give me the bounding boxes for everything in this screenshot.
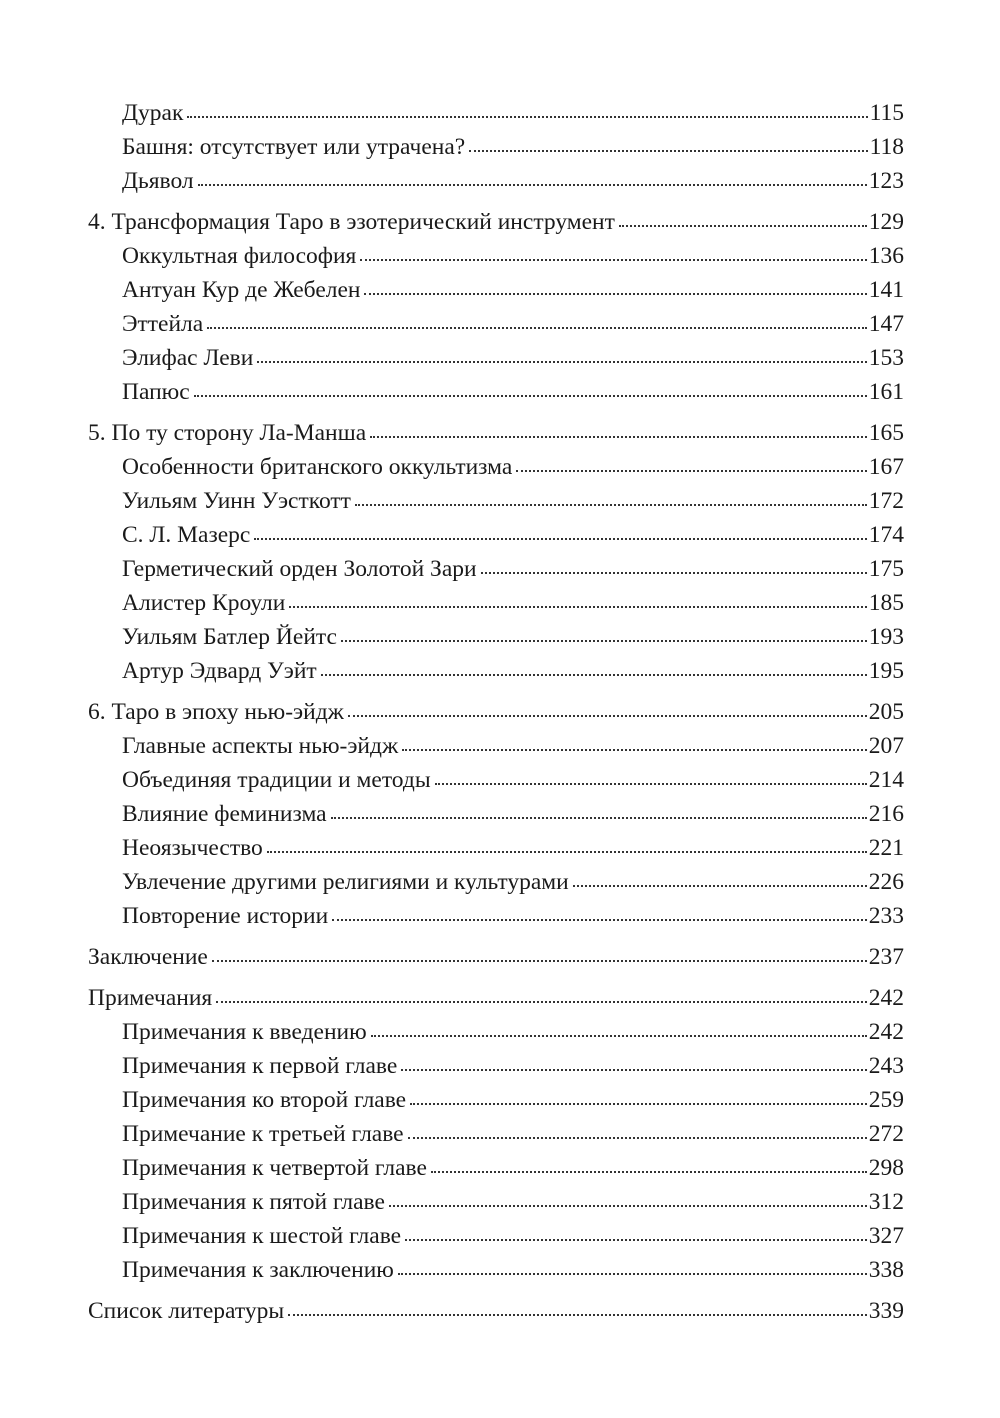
dot-leader xyxy=(371,1034,867,1037)
dot-leader xyxy=(405,1238,867,1241)
toc-page-number: 167 xyxy=(868,454,904,480)
toc-section-entry xyxy=(88,831,904,865)
toc-section-entry xyxy=(88,518,904,552)
dot-leader xyxy=(408,1136,867,1139)
toc-entry-title: Папюс xyxy=(122,379,190,405)
toc-section-entry xyxy=(88,729,904,763)
toc-page-number: 147 xyxy=(868,311,904,337)
dot-leader xyxy=(360,258,866,261)
toc-entry-title: Примечания к первой главе xyxy=(122,1053,398,1079)
toc-section-entry xyxy=(88,586,904,620)
toc-page-number: 339 xyxy=(868,1298,904,1324)
toc-page-number: 118 xyxy=(869,134,904,160)
toc-section-entry xyxy=(88,273,904,307)
dot-leader xyxy=(348,714,867,717)
toc-page-number: 153 xyxy=(868,345,904,371)
toc-page-number: 312 xyxy=(868,1189,904,1215)
toc-page-number: 327 xyxy=(868,1223,904,1249)
toc-entry-title: Примечания ко второй главе xyxy=(122,1087,407,1113)
dot-leader xyxy=(216,1000,867,1003)
dot-leader xyxy=(267,850,867,853)
toc-page-number: 242 xyxy=(868,1019,904,1045)
toc-section-entry xyxy=(88,1219,904,1253)
toc-page-number: 161 xyxy=(868,379,904,405)
toc-page-number: 175 xyxy=(868,556,904,582)
toc-page-number: 298 xyxy=(868,1155,904,1181)
toc-section-entry xyxy=(88,375,904,409)
toc-section-entry xyxy=(88,763,904,797)
toc-section-entry xyxy=(88,1151,904,1185)
toc-entry-title: Увлечение другими религиями и культурами xyxy=(122,869,569,895)
toc-section-entry xyxy=(88,484,904,518)
toc-chapter-entry xyxy=(88,940,904,974)
toc-page-number: 193 xyxy=(868,624,904,650)
toc-entry-title: Антуан Кур де Жебелен xyxy=(122,277,361,303)
toc-page-number: 216 xyxy=(868,801,904,827)
toc-chapter-entry xyxy=(88,981,904,1015)
dot-leader xyxy=(370,435,867,438)
dot-leader xyxy=(198,183,867,186)
toc-entry-title: Примечания к четвертой главе xyxy=(122,1155,427,1181)
table-of-contents xyxy=(88,96,904,1328)
toc-entry-title: 4. Трансформация Таро в эзотерический инструмент xyxy=(88,209,615,235)
toc-entry-title: Главные аспекты нью-эйдж xyxy=(122,733,399,759)
toc-section-entry xyxy=(88,130,904,164)
toc-page-number: 172 xyxy=(868,488,904,514)
toc-page-number: 207 xyxy=(868,733,904,759)
toc-section-entry xyxy=(88,341,904,375)
dot-leader xyxy=(289,605,866,608)
dot-leader xyxy=(398,1272,867,1275)
toc-page-number: 129 xyxy=(868,209,904,235)
toc-entry-title: 5. По ту сторону Ла-Манша xyxy=(88,420,367,446)
toc-chapter-entry xyxy=(88,695,904,729)
toc-chapter-entry xyxy=(88,205,904,239)
dot-leader xyxy=(469,149,867,152)
toc-page-number: 237 xyxy=(868,944,904,970)
dot-leader xyxy=(619,224,867,227)
toc-entry-title: Герметический орден Золотой Зари xyxy=(122,556,477,582)
toc-page-number: 195 xyxy=(868,658,904,684)
toc-section-entry xyxy=(88,1253,904,1287)
toc-entry-title: Особенности британского оккультизма xyxy=(122,454,513,480)
dot-leader xyxy=(389,1204,867,1207)
toc-page-number: 123 xyxy=(868,168,904,194)
toc-section-entry xyxy=(88,899,904,933)
toc-page-number: 233 xyxy=(868,903,904,929)
toc-entry-title: Уильям Уинн Уэсткотт xyxy=(122,488,351,514)
dot-leader xyxy=(402,748,867,751)
dot-leader xyxy=(212,959,867,962)
dot-leader xyxy=(194,394,867,397)
toc-page-number: 259 xyxy=(868,1087,904,1113)
toc-page-number: 174 xyxy=(868,522,904,548)
toc-entry-title: Заключение xyxy=(88,944,208,970)
toc-entry-title: 6. Таро в эпоху нью-эйдж xyxy=(88,699,344,725)
toc-chapter-entry xyxy=(88,1294,904,1328)
toc-entry-title: Оккультная философия xyxy=(122,243,357,269)
toc-section-entry xyxy=(88,450,904,484)
toc-section-entry xyxy=(88,1015,904,1049)
dot-leader xyxy=(410,1102,867,1105)
dot-leader xyxy=(516,469,866,472)
dot-leader xyxy=(573,884,867,887)
dot-leader xyxy=(257,360,866,363)
toc-entry-title: Элифас Леви xyxy=(122,345,254,371)
toc-section-entry xyxy=(88,164,904,198)
toc-entry-title: Примечания к введению xyxy=(122,1019,367,1045)
toc-page-number: 221 xyxy=(868,835,904,861)
toc-entry-title: Примечания к шестой главе xyxy=(122,1223,402,1249)
dot-leader xyxy=(481,571,867,574)
dot-leader xyxy=(435,782,867,785)
toc-page-number: 185 xyxy=(868,590,904,616)
toc-entry-title: Повторение истории xyxy=(122,903,329,929)
toc-page-number: 165 xyxy=(868,420,904,446)
toc-chapter-entry xyxy=(88,416,904,450)
toc-section-entry xyxy=(88,1117,904,1151)
toc-section-entry xyxy=(88,620,904,654)
toc-page-number: 338 xyxy=(868,1257,904,1283)
toc-entry-title: Влияние феминизма xyxy=(122,801,327,827)
toc-page-number: 115 xyxy=(869,100,904,126)
dot-leader xyxy=(364,292,866,295)
toc-section-entry xyxy=(88,307,904,341)
toc-section-entry xyxy=(88,96,904,130)
toc-section-entry xyxy=(88,1083,904,1117)
toc-page-number: 242 xyxy=(868,985,904,1011)
dot-leader xyxy=(431,1170,867,1173)
toc-entry-title: Примечание к третьей главе xyxy=(122,1121,404,1147)
toc-section-entry xyxy=(88,239,904,273)
dot-leader xyxy=(288,1313,867,1316)
toc-section-entry xyxy=(88,1049,904,1083)
toc-page-number: 226 xyxy=(868,869,904,895)
toc-entry-title: Дьявол xyxy=(122,168,194,194)
dot-leader xyxy=(207,326,867,329)
toc-section-entry xyxy=(88,797,904,831)
toc-page-number: 141 xyxy=(868,277,904,303)
toc-entry-title: Уильям Батлер Йейтс xyxy=(122,624,337,650)
toc-page-number: 243 xyxy=(868,1053,904,1079)
dot-leader xyxy=(341,639,867,642)
toc-page-number: 272 xyxy=(868,1121,904,1147)
toc-entry-title: Эттейла xyxy=(122,311,204,337)
toc-entry-title: Примечания xyxy=(88,985,213,1011)
toc-page-number: 205 xyxy=(868,699,904,725)
toc-page-number: 214 xyxy=(868,767,904,793)
dot-leader xyxy=(331,816,867,819)
toc-entry-title: Алистер Кроули xyxy=(122,590,286,616)
toc-section-entry xyxy=(88,552,904,586)
dot-leader xyxy=(401,1068,866,1071)
toc-page-number: 136 xyxy=(868,243,904,269)
dot-leader xyxy=(187,115,867,118)
toc-entry-title: Дурак xyxy=(122,100,184,126)
toc-section-entry xyxy=(88,1185,904,1219)
dot-leader xyxy=(321,673,867,676)
dot-leader xyxy=(254,537,866,540)
toc-entry-title: Примечания к пятой главе xyxy=(122,1189,385,1215)
toc-entry-title: Объединяя традиции и методы xyxy=(122,767,431,793)
toc-entry-title: Артур Эдвард Уэйт xyxy=(122,658,317,684)
dot-leader xyxy=(355,503,867,506)
toc-entry-title: С. Л. Мазерс xyxy=(122,522,251,548)
toc-entry-title: Неоязычество xyxy=(122,835,263,861)
toc-entry-title: Список литературы xyxy=(88,1298,285,1324)
dot-leader xyxy=(332,918,867,921)
toc-entry-title: Примечания к заключению xyxy=(122,1257,394,1283)
toc-section-entry xyxy=(88,865,904,899)
toc-section-entry xyxy=(88,654,904,688)
toc-entry-title: Башня: отсутствует или утрачена? xyxy=(122,134,466,160)
